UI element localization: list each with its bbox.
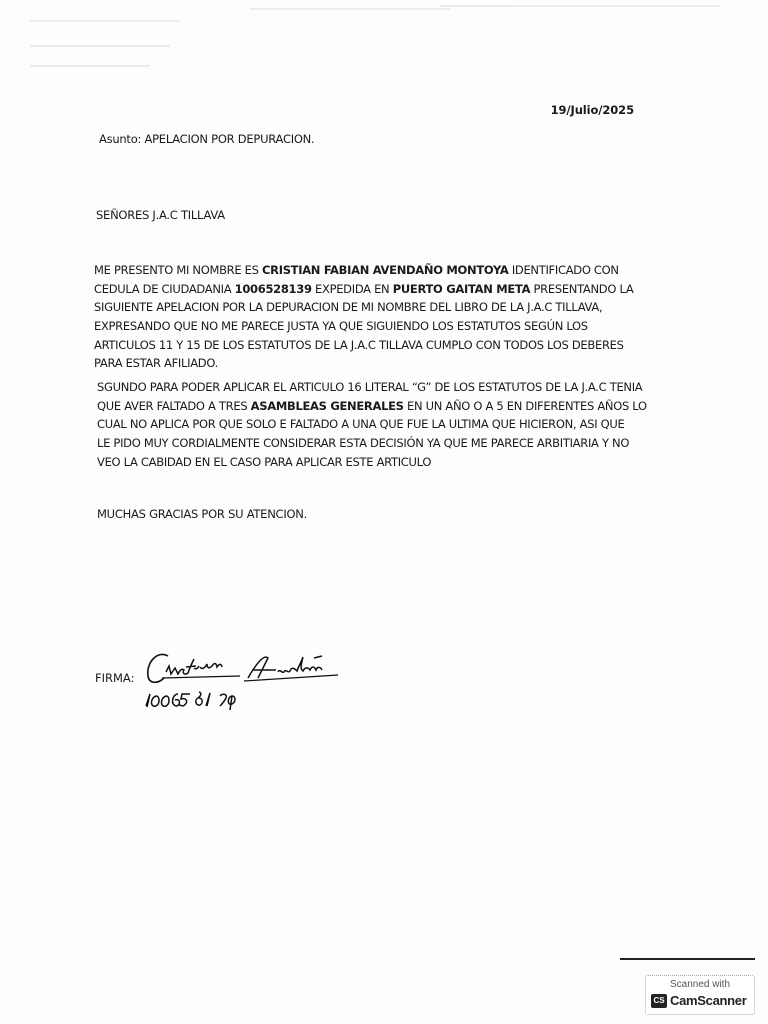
paragraph-1	[94, 261, 633, 373]
paragraph-2-line-5: VEO LA CABIDAD EN EL CASO PARA APLICAR ESTE ARTICULO	[97, 454, 432, 469]
bottom-rule	[620, 958, 755, 960]
paragraph-1-line-4: EXPRESANDO QUE NO ME PARECE JUSTA YA QUE SIGUIENDO LOS ESTATUTOS SEGÚN LOS	[94, 319, 588, 334]
camscanner-brand: CamScanner	[670, 993, 747, 1008]
paragraph-2	[97, 378, 647, 471]
applicant-name: CRISTIAN FABIAN AVENDAÑO MONTOYA	[262, 263, 509, 277]
camscanner-watermark	[645, 975, 755, 1015]
paragraph-2-line-4: LE PIDO MUY CORDIALMENTE CONSIDERAR ESTA DECISIÓN YA QUE ME PARECE ARBITIARIA Y NO	[97, 436, 630, 451]
letter-salutation: SEÑORES J.A.C TILLAVA	[96, 208, 225, 222]
id-number: 1006528139	[234, 281, 312, 296]
paragraph-1-line-2: CEDULA DE CIUDADANIA 1006528139 EXPEDIDA EN PUERTO GAITAN META PRESENTANDO LA	[94, 281, 634, 296]
paragraph-1-line-1: ME PRESENTO MI NOMBRE ES CRISTIAN FABIAN AVENDAÑO MONTOYA IDENTIFICADO CON	[94, 263, 619, 277]
paragraph-2-line-2: QUE AVER FALTADO A TRES ASAMBLEAS GENERALES EN UN AÑO O A 5 EN DIFERENTES AÑOS LO	[97, 398, 647, 413]
paragraph-1-line-5: ARTICULOS 11 Y 15 DE LOS ESTATUTOS DE LA J.A.C TILLAVA CUMPLO CON TODOS LOS DEBERES	[94, 337, 624, 352]
paragraph-2-line-1: SGUNDO PARA PODER APLICAR EL ARTICULO 16 LITERAL “G” DE LOS ESTATUTOS DE LA J.A.C TENIA	[97, 380, 643, 394]
closing-thanks: MUCHAS GRACIAS POR SU ATENCION.	[97, 507, 308, 521]
assemblies-phrase: ASAMBLEAS GENERALES	[250, 398, 404, 413]
handwritten-signature	[140, 648, 350, 718]
camscanner-logo-icon: CS	[651, 994, 667, 1008]
issue-place: PUERTO GAITAN META	[392, 281, 531, 296]
letter-date: 19/Julio/2025	[550, 103, 634, 117]
letter-subject: Asunto: APELACION POR DEPURACION.	[99, 132, 315, 146]
scanned-with-caption: Scanned with	[669, 979, 731, 990]
signature-label: FIRMA:	[95, 671, 135, 685]
paragraph-1-line-3: SIGUIENTE APELACION POR LA DEPURACION DE MI NOMBRE DEL LIBRO DE LA J.A.C TILLAVA,	[94, 300, 603, 315]
bleed-through-text	[20, 0, 740, 90]
paragraph-2-line-3: CUAL NO APLICA POR QUE SOLO E FALTADO A UNA QUE FUE LA ULTIMA QUE HICIERON, ASI QUE	[97, 417, 625, 432]
paragraph-1-line-6: PARA ESTAR AFILIADO.	[94, 356, 218, 371]
